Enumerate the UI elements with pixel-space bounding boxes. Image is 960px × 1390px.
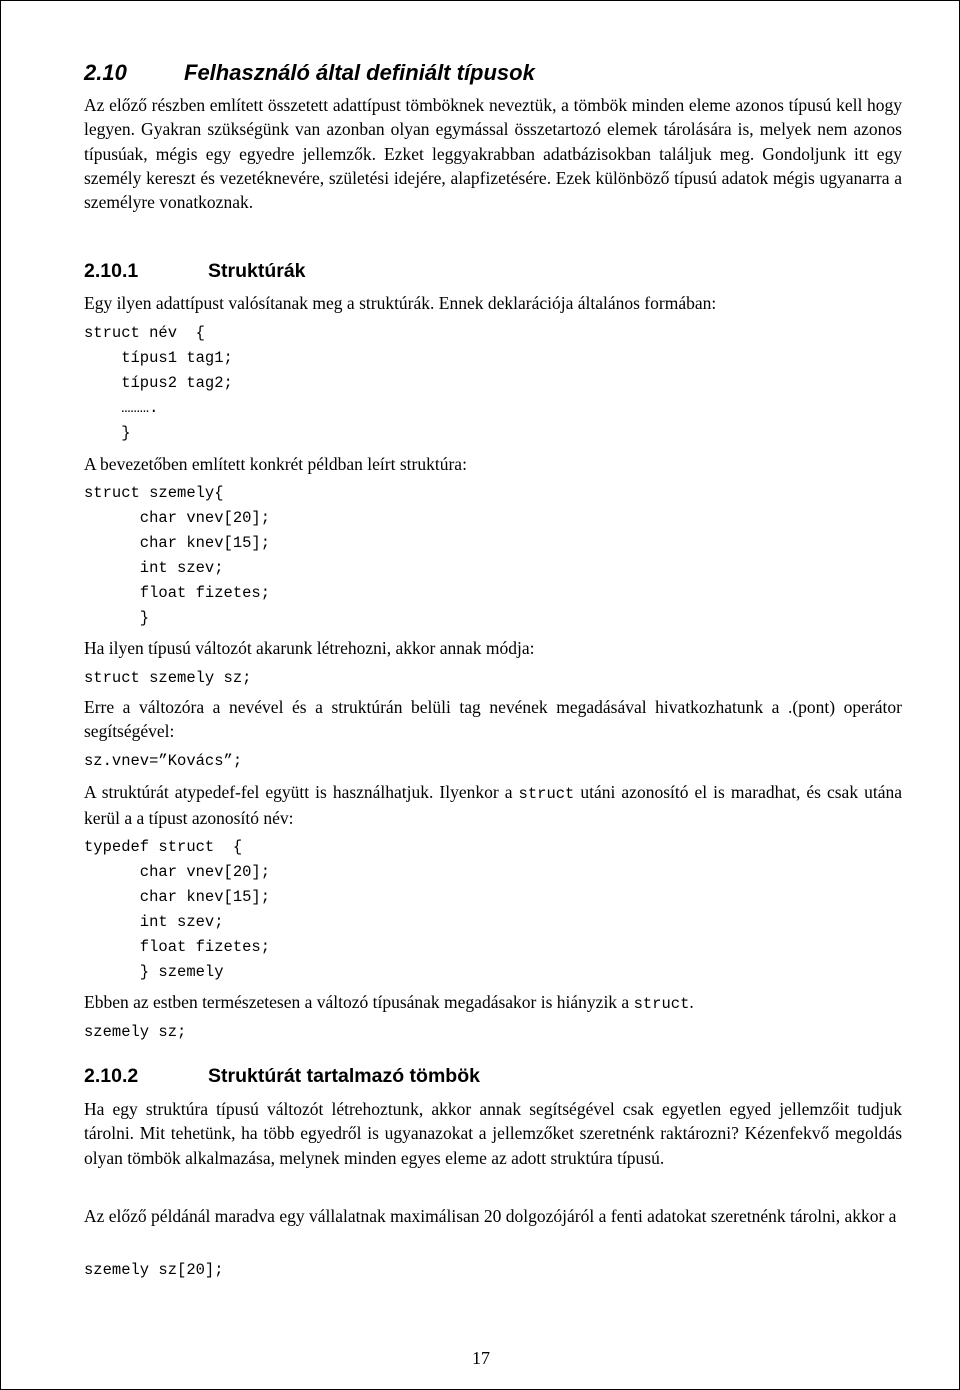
subsection-number: 2.10.1	[84, 260, 139, 282]
typedef-paragraph-text: A struktúrát atypedef-fel együtt is használhatjuk. Ilyenkor a	[84, 782, 519, 802]
section-number: 2.10	[84, 60, 127, 85]
member-access-paragraph: Erre a változóra a nevével és a struktúrán belüli tag nevének megadásával hivatkozhatunk a .(pont) operátor segítségével:	[84, 697, 902, 742]
page-number: 17	[472, 1348, 490, 1368]
variable-declaration-paragraph: Ha ilyen típusú változót akarunk létrehozni, akkor annak módja:	[84, 638, 535, 658]
typedef-variable-code: szemely sz;	[84, 1023, 187, 1041]
struct-szemely-code-block: struct szemely{ char vnev[20]; char knev[15]; int szev; float fizetes; }	[84, 484, 271, 627]
typedef-usage-text-end: .	[689, 992, 694, 1012]
typedef-paragraph	[84, 780, 902, 831]
member-access-code: sz.vnev=”Kovács”;	[84, 752, 243, 770]
subsection-title: Struktúrát tartalmazó tömbök	[208, 1065, 480, 1087]
struct-arrays-paragraph: Ha egy struktúra típusú változót létrehoztunk, akkor annak segítségével csak egyetlen egyed jellemzőit tudjuk tárolni. Mit tehetünk, ha több egyedről is ugyanazokat a jellemzőket szeretnénk raktározni? Kézenfekvő megoldás olyan tömbök alkalmazása, melynek minden egyes eleme az adott struktúra típusú.	[84, 1099, 902, 1168]
typedef-usage-text: Ebben az estben természetesen a változó típusának megadásakor is hiányzik a	[84, 992, 634, 1012]
subsection-heading-struct-arrays	[84, 1065, 480, 1088]
structs-intro-paragraph: Egy ilyen adattípust valósítanak meg a struktúrák. Ennek deklarációja általános formában:	[84, 293, 717, 313]
array-example-paragraph: Az előző példánál maradva egy vállalatnak maximálisan 20 dolgozójáról a fenti adatokat szeretnénk tárolni, akkor a	[84, 1206, 897, 1226]
subsection-number: 2.10.2	[84, 1065, 139, 1087]
typedef-usage-paragraph	[84, 990, 902, 1016]
struct-general-code-block: struct név { típus1 tag1; típus2 tag2; ………. }	[84, 324, 233, 442]
inline-code-struct: struct	[518, 785, 575, 803]
section-intro-paragraph: Az előző részben említett összetett adattípust tömböknek neveztük, a tömbök minden eleme azonos típusú kell hogy legyen. Gyakran szükségünk van azonban olyan egymással összetartozó elemek tárolására is, melyek nem azonos típusúak, mégis egy egyedre jellemzők. Ezket leggyakrabban adatbázisokban találjuk meg. Gondoljunk itt egy személy kereszt és vezetéknevére, születési idejére, alapfizetésére. Ezek különböző típusú adatok mégis ugyanarra a személyre vonatkoznak.	[84, 95, 902, 213]
section-heading	[84, 60, 535, 86]
struct-array-code: szemely sz[20];	[84, 1261, 224, 1279]
subsection-heading-structs	[84, 260, 306, 283]
typedef-struct-code-block: typedef struct { char vnev[20]; char knev[15]; int szev; float fizetes; } szemely	[84, 838, 271, 981]
inline-code-struct: struct	[633, 995, 690, 1013]
typedef-paragraph-text-continued: utáni azonosító el is maradhat, és csak utána kerül a a típust azonosító név:	[84, 782, 902, 829]
section-title: Felhasználó által definiált típusok	[184, 60, 535, 85]
struct-example-intro-paragraph: A bevezetőben említett konkrét példban leírt struktúra:	[84, 454, 467, 474]
struct-variable-code: struct szemely sz;	[84, 669, 252, 687]
subsection-title: Struktúrák	[208, 260, 306, 282]
